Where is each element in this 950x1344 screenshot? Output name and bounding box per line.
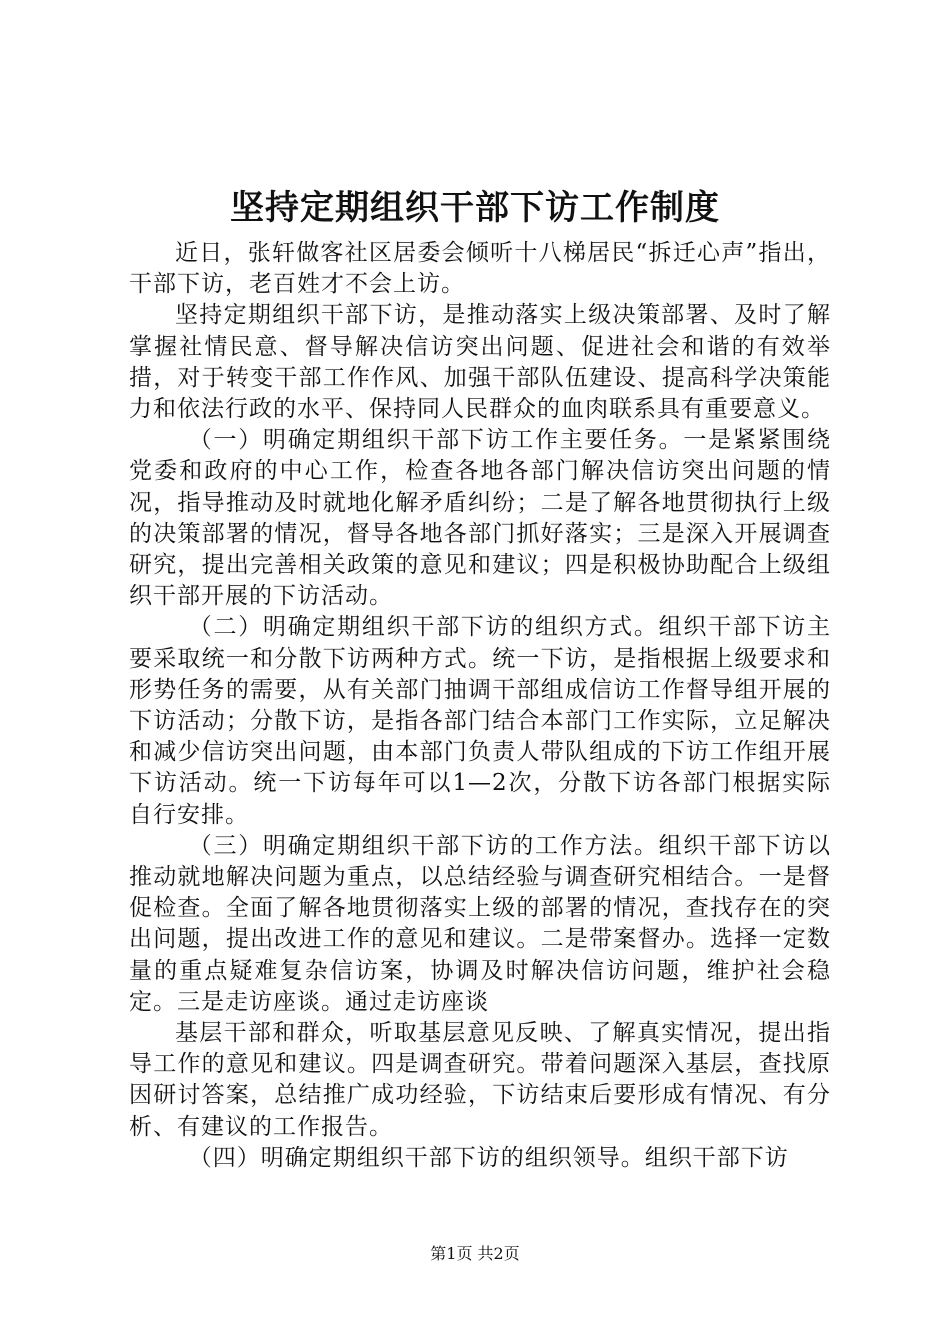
paragraph-section-3: （三）明确定期组织干部下访的工作方法。组织干部下访以推动就地解决问题为重点，以总结经验与调查研究相结合。一是督促检查。全面了解各地贯彻落实上级的部署的情况，查找存在的突出问题，提出改进工作的意见和建议。二是带案督办。选择一定数量的重点疑难复杂信访案，协调及时解决信访问题，维护社会稳定。三是走访座谈。通过走访座谈 [129,832,831,1015]
document-body [129,238,831,1174]
page-footer: 第1页 共2页 [430,1244,520,1263]
paragraph-intro: 近日，张轩做客社区居委会倾听十八梯居民“拆迁心声”指出，干部下访，老百姓才不会上访。 [129,240,831,298]
paragraph-section-4: （四）明确定期组织干部下访的组织领导。组织干部下访 [188,1144,789,1171]
paragraph-section-3-continued: 基层干部和群众，听取基层意见反映、了解真实情况，提出指导工作的意见和建议。四是调查研究。带着问题深入基层，查找原因研讨答案，总结推广成功经验，下访结束后要形成有情况、有分析、有建议的工作报告。 [129,1020,831,1140]
paragraph-significance: 坚持定期组织干部下访，是推动落实上级决策部署、及时了解掌握社情民意、督导解决信访突出问题、促进社会和谐的有效举措，对于转变干部工作作风、加强干部队伍建设、提高科学决策能力和依法行政的水平、保持同人民群众的血肉联系具有重要意义。 [129,302,831,423]
paragraph-section-1: （一）明确定期组织干部下访工作主要任务。一是紧紧围绕党委和政府的中心工作，检查各地各部门解决信访突出问题的情况，指导推动及时就地化解矛盾纠纷；二是了解各地贯彻执行上级的决策部署的情况，督导各地各部门抓好落实；三是深入开展调查研究，提出完善相关政策的意见和建议；四是积极协助配合上级组织干部开展的下访活动。 [129,427,831,610]
document-title: 坚持定期组织干部下访工作制度 [230,188,720,228]
paragraph-section-2: （二）明确定期组织干部下访的组织方式。组织干部下访主要采取统一和分散下访两种方式。统一下访，是指根据上级要求和形势任务的需要，从有关部门抽调干部组成信访工作督导组开展的下访活动；分散下访，是指各部门结合本部门工作实际，立足解决和减少信访突出问题，由本部门负责人带队组成的下访工作组开展下访活动。统一下访每年可以1—2次，分散下访各部门根据实际自行安排。 [129,614,831,828]
